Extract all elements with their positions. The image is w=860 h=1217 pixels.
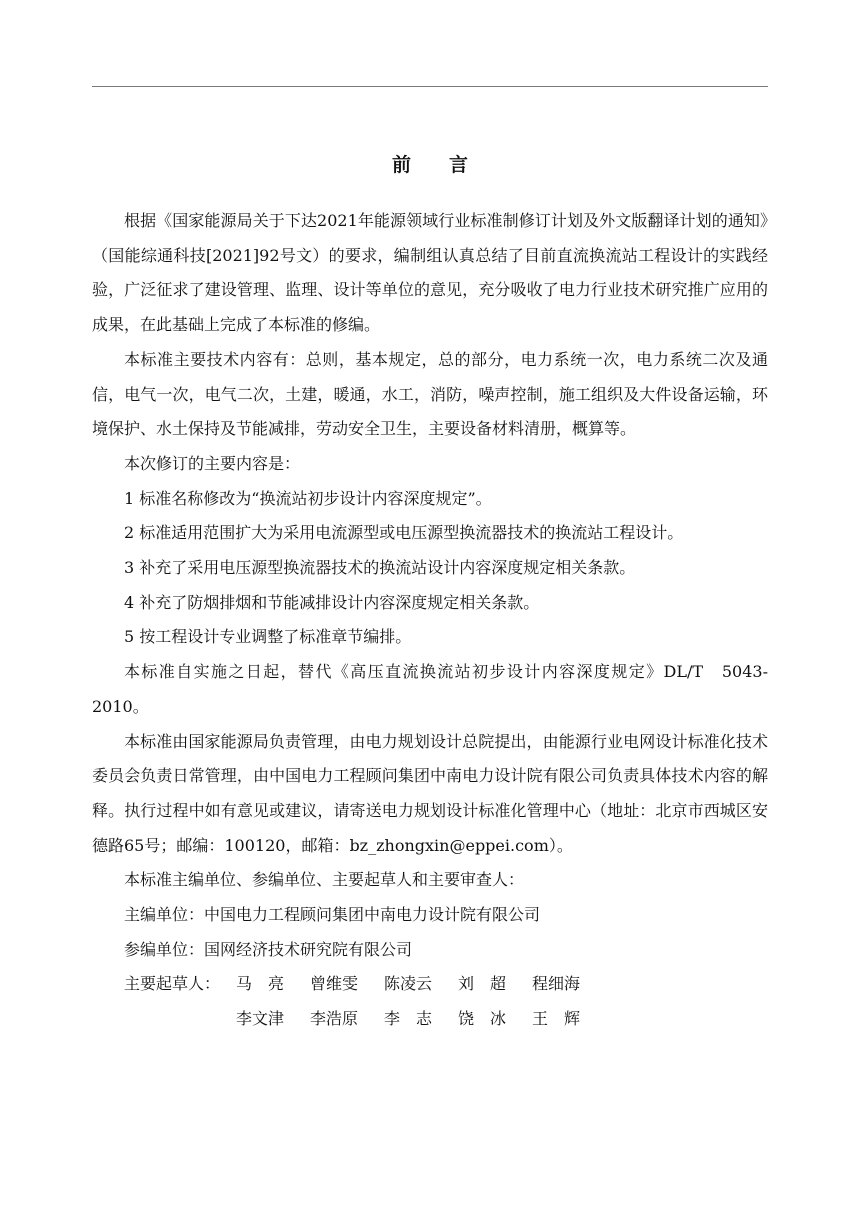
page-title: 前 言: [391, 154, 468, 176]
chief-unit-name: 中国电力工程顾问集团中南电力设计院有限公司: [204, 905, 541, 925]
drafters-names: [236, 1002, 606, 1037]
co-unit-row: [124, 933, 768, 968]
drafters-label: 主要起草人：: [124, 974, 221, 994]
revision-item-4: 4 补充了防烟排烟和节能减排设计内容深度规定相关条款。: [124, 592, 540, 612]
paragraph-basis: 根据《国家能源局关于下达2021年能源领域行业标准制修订计划及外文版翻译计划的通知》（国能综通科技[2021]92号文）的要求，编制组认真总结了目前直流换流站工程设计的实践经验，广泛征求了建设管理、监理、设计等单位的意见，充分吸收了电力行业技术研究推广应用的成果，在此基础上完成了本标准的修编。: [92, 211, 768, 335]
revision-item-5: 5 按工程设计专业调整了标准章节编排。: [124, 627, 412, 647]
paragraph-replacement: 本标准自实施之日起，替代《高压直流换流站初步设计内容深度规定》DL/T 5043-2010。: [92, 662, 768, 716]
revision-item-3: 3 补充了采用电压源型换流器技术的换流站设计内容深度规定相关条款。: [124, 558, 636, 578]
paragraph-team-intro: 本标准主编单位、参编单位、主要起草人和主要审查人：: [124, 870, 525, 890]
revision-item-2: 2 标准适用范围扩大为采用电流源型或电压源型换流器技术的换流站工程设计。: [124, 523, 684, 543]
drafter-name: 饶 冰: [458, 1009, 507, 1029]
header-rule: [92, 86, 768, 87]
drafter-name: 李浩原: [310, 1009, 359, 1029]
paragraph-management: 本标准由国家能源局负责管理，由电力规划设计总院提出，由能源行业电网设计标准化技术委员会负责日常管理，由中国电力工程顾问集团中南电力设计院有限公司负责具体技术内容的解释。执行过程中如有意见或建议，请寄送电力规划设计标准化管理中心（地址：北京市西城区安德路65号；邮编：100120，邮箱：bz_zhongxin@eppei.com）。: [92, 731, 768, 855]
drafters-names: [236, 967, 606, 1002]
drafter-name: 陈凌云: [384, 974, 433, 994]
paragraph-revision-intro: 本次修订的主要内容是：: [124, 453, 301, 473]
drafter-name: 王 辉: [532, 1009, 581, 1029]
drafters-row: [124, 967, 768, 1002]
document-body: [92, 204, 768, 1037]
drafters-row-continued: [124, 1002, 768, 1037]
chief-unit-label: 主编单位：: [124, 905, 205, 925]
drafter-name: 刘 超: [458, 974, 507, 994]
paragraph-technical-content: 本标准主要技术内容有：总则，基本规定，总的部分，电力系统一次，电力系统二次及通信，电气一次，电气二次，土建，暖通，水工，消防，噪声控制，施工组织及大件设备运输，环境保护、水土保持及节能减排，劳动安全卫生，主要设备材料清册，概算等。: [92, 349, 768, 439]
revision-item-1: 1 标准名称修改为“换流站初步设计内容深度规定”。: [124, 488, 492, 508]
drafter-name: 马 亮: [236, 974, 285, 994]
co-unit-label: 参编单位：: [124, 939, 205, 959]
drafter-name: 曾维雯: [310, 974, 359, 994]
drafter-name: 李文津: [236, 1009, 285, 1029]
team-list: [92, 898, 768, 1037]
chief-unit-row: [124, 898, 768, 933]
drafter-name: 程细海: [532, 974, 581, 994]
drafter-name: 李 志: [384, 1009, 433, 1029]
co-unit-name: 国网经济技术研究院有限公司: [204, 939, 413, 959]
